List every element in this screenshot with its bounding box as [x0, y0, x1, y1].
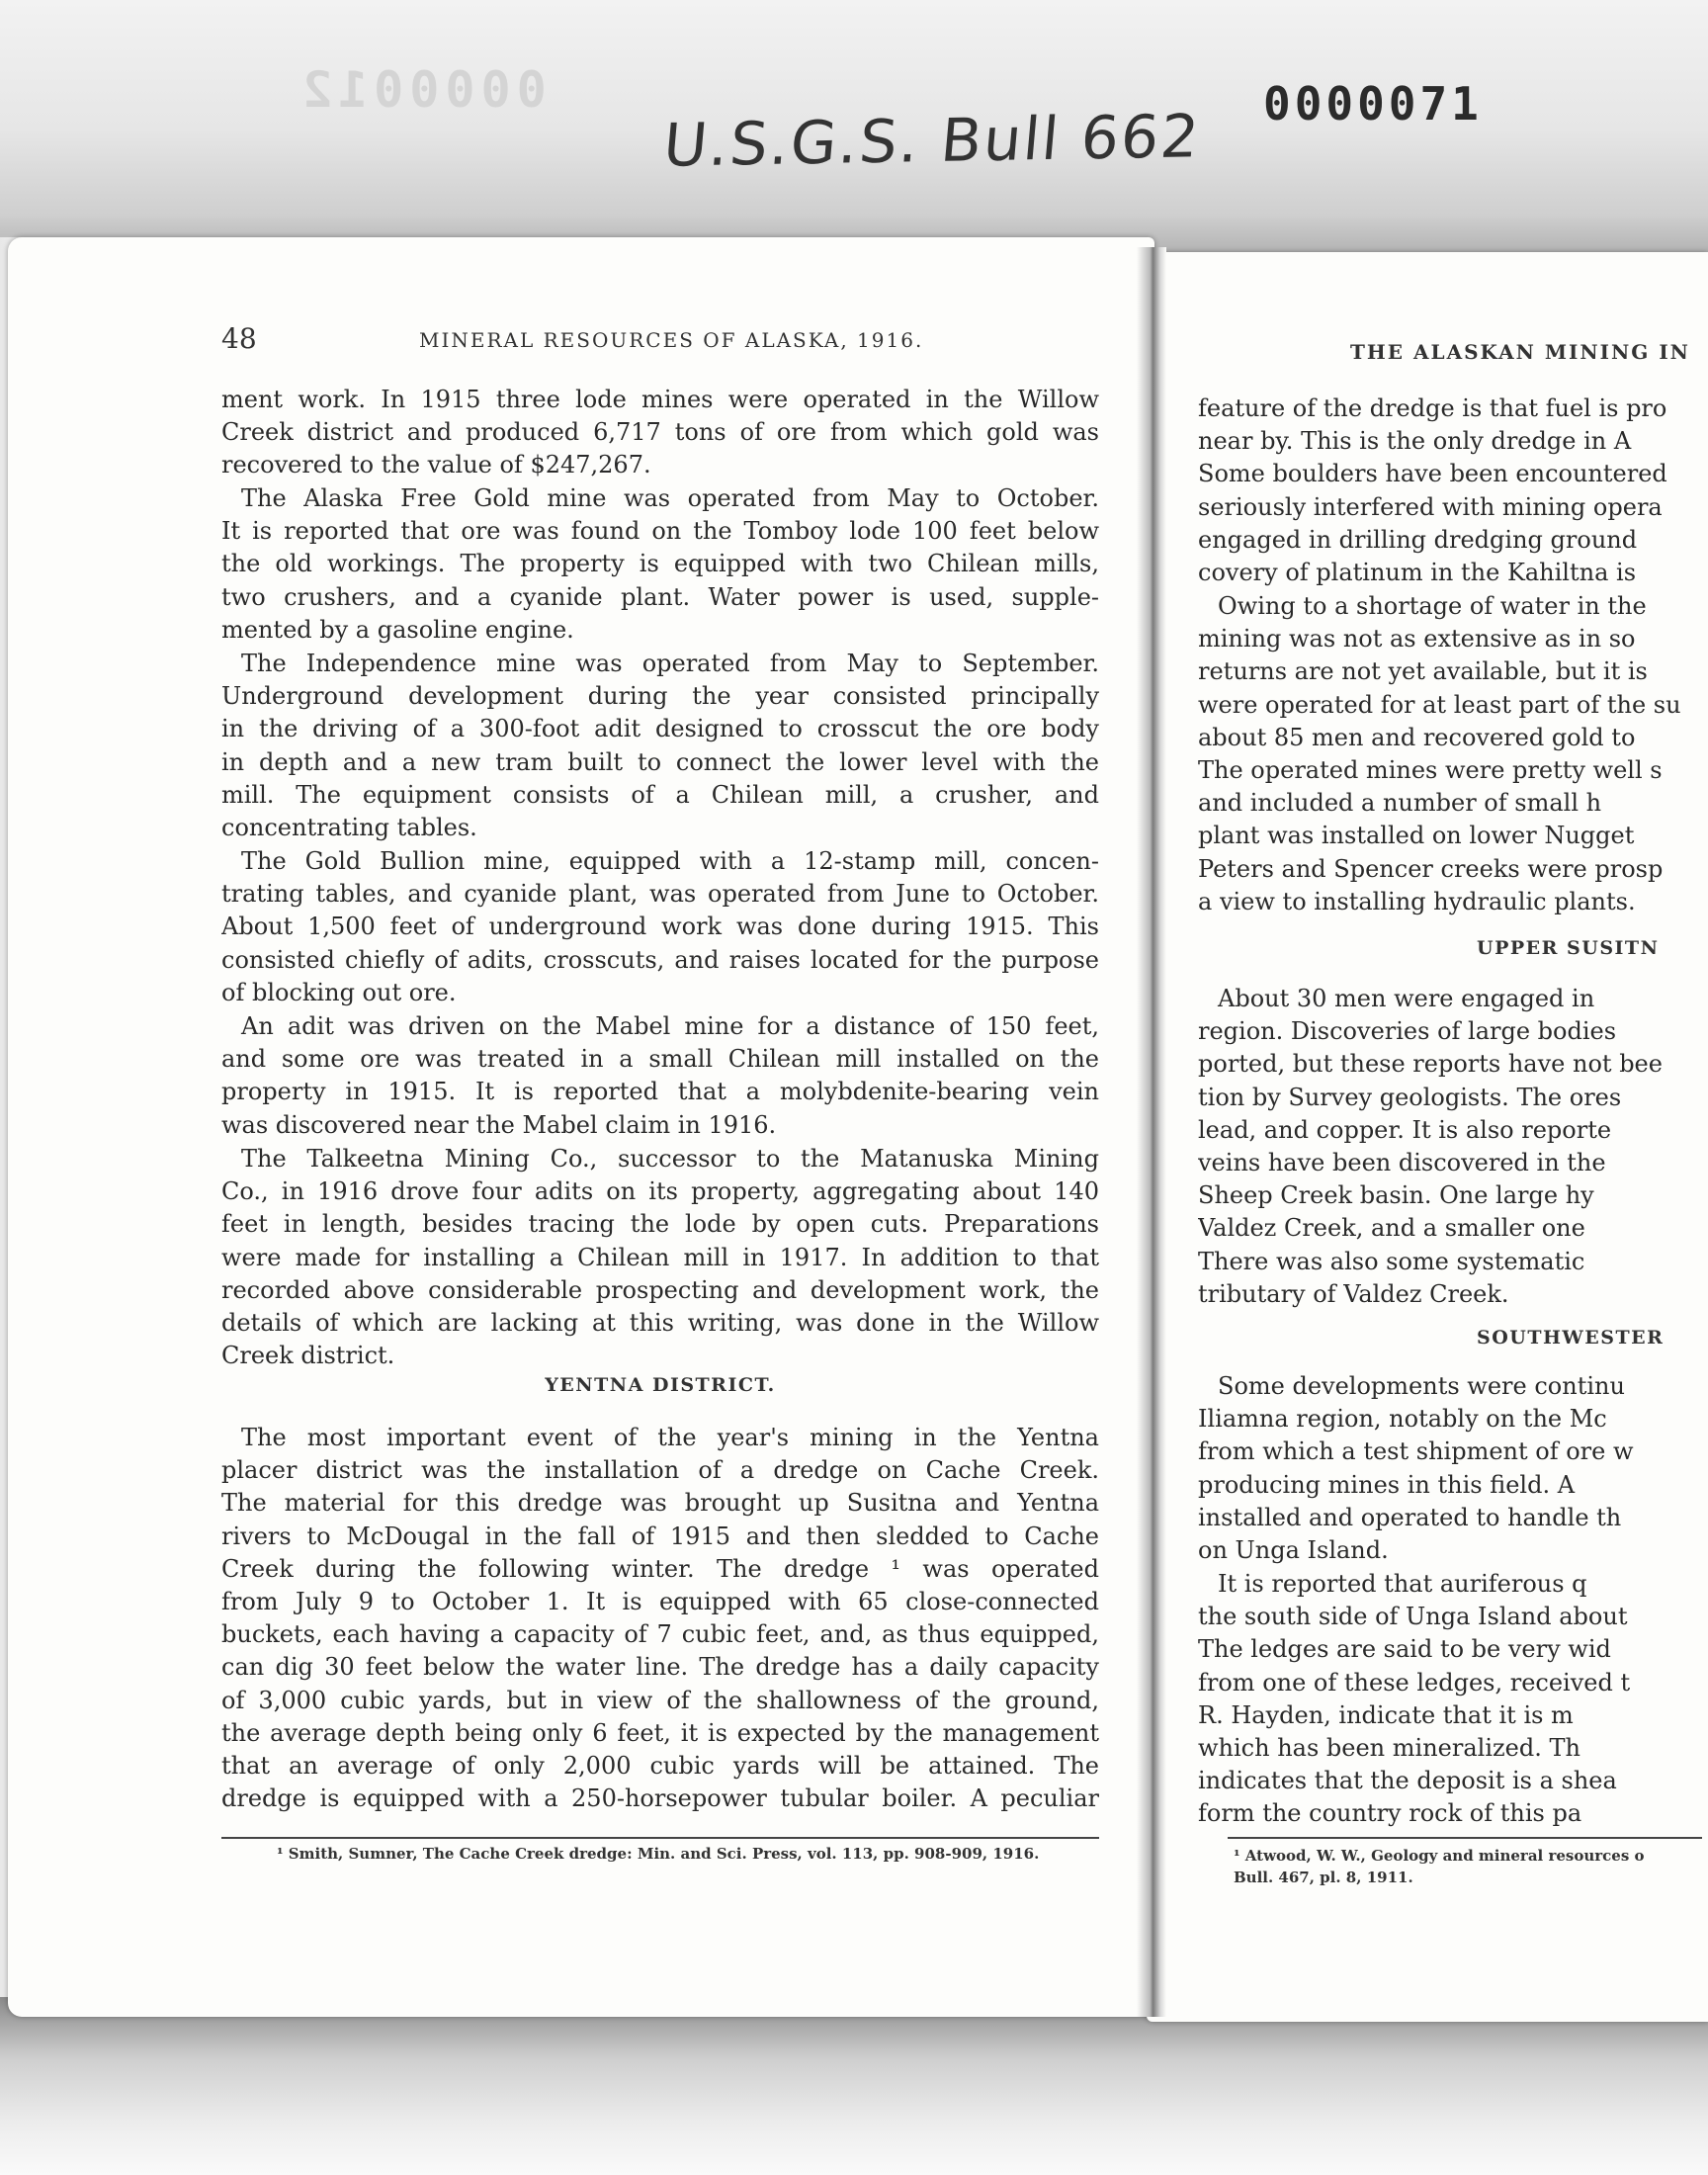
text-line: details of which are lacking at this writing, was done in the Willow: [221, 1309, 1099, 1338]
text-line: plant was installed on lower Nugget: [1198, 822, 1635, 850]
right-para-3: [1198, 983, 1708, 1311]
text-line: Peters and Spencer creeks were prosp: [1198, 854, 1664, 883]
text-line: were operated for at least part of the su: [1198, 690, 1681, 719]
text-line: lead, and copper. It is also reporte: [1198, 1115, 1612, 1144]
text-line: The Alaska Free Gold mine was operated from May to October.: [241, 484, 1099, 512]
text-line: in the driving of a 300-foot adit designed to crosscut the ore body: [221, 715, 1099, 743]
right-para-4: [1198, 1370, 1708, 1567]
text-line: dredge is equipped with a 250-horsepower tubular boiler. A peculiar: [221, 1784, 1099, 1813]
text-line: concentrating tables.: [221, 814, 477, 842]
left-para-5: [221, 1010, 1099, 1142]
text-line: from July 9 to October 1. It is equipped with 65 close-connected: [221, 1588, 1099, 1616]
text-line: Creek during the following winter. The dredge ¹ was operated: [221, 1554, 1099, 1583]
footnote-rule-left: [221, 1837, 1099, 1839]
text-line: Underground development during the year consisted principally: [221, 682, 1099, 711]
text-line: can dig 30 feet below the water line. The dredge has a daily capacity: [221, 1653, 1099, 1682]
left-para-7: [221, 1422, 1099, 1815]
text-line: About 30 men were engaged in: [1218, 985, 1595, 1012]
text-line: about 85 men and recovered gold to: [1198, 723, 1636, 751]
text-line: Some developments were continu: [1218, 1372, 1625, 1400]
text-line: and included a number of small h: [1198, 789, 1602, 818]
text-line: two crushers, and a cyanide plant. Water power is used, supple-: [221, 582, 1099, 611]
text-line: in depth and a new tram built to connect the lower level with the: [221, 747, 1099, 776]
text-line: An adit was driven on the Mabel mine for a distance of 150 feet,: [241, 1012, 1099, 1040]
text-line: from which a test shipment of ore w: [1198, 1437, 1634, 1466]
text-line: were made for installing a Chilean mill in 1917. In addition to that: [221, 1243, 1099, 1271]
text-line: The Independence mine was operated from May to September.: [241, 650, 1099, 677]
section-heading-upper-susitna: UPPER SUSITN: [1477, 937, 1660, 959]
text-line: tributary of Valdez Creek.: [1198, 1279, 1509, 1308]
text-line: the average depth being only 6 feet, it is expected by the management: [221, 1718, 1099, 1747]
text-line: ment work. In 1915 three lode mines were operated in the Willow: [221, 386, 1099, 413]
text-line: Iliamna region, notably on the Mc: [1198, 1405, 1607, 1434]
text-line: The Gold Bullion mine, equipped with a 12-stamp mill, concen-: [241, 847, 1099, 875]
left-para-4: [221, 845, 1099, 1009]
text-line: About 1,500 feet of underground work was done during 1915. This: [221, 913, 1099, 941]
text-line: the south side of Unga Island about: [1198, 1603, 1628, 1631]
text-line: form the country rock of this pa: [1198, 1799, 1582, 1828]
text-line: property in 1915. It is reported that a molybdenite-bearing vein: [221, 1078, 1099, 1106]
text-line: The operated mines were pretty well s: [1198, 756, 1663, 785]
text-line: and some ore was treated in a small Chilean mill installed on the: [221, 1045, 1099, 1074]
text-line: which has been mineralized. Th: [1198, 1734, 1580, 1763]
text-line: buckets, each having a capacity of 7 cubic feet, and, as thus equipped,: [221, 1620, 1099, 1649]
book-gutter: [1137, 247, 1166, 2017]
handwritten-note: U.S.G.S. Bull 662: [660, 102, 1204, 181]
text-line: Creek district.: [221, 1342, 395, 1370]
text-line: Creek district and produced 6,717 tons of ore from which gold was: [221, 418, 1099, 447]
text-line: The Talkeetna Mining Co., successor to the Matanuska Mining: [241, 1145, 1099, 1173]
ghost-stamp-number: 0000012: [297, 61, 547, 119]
text-line: It is reported that ore was found on the Tomboy lode 100 feet below: [221, 517, 1099, 546]
footnote-left: ¹ Smith, Sumner, The Cache Creek dredge: Min. and Sci. Press, vol. 113, pp. 908-909, 1916.: [277, 1845, 1040, 1863]
right-para-5: [1198, 1568, 1708, 1831]
text-line: rivers to McDougal in the fall of 1915 and then sledded to Cache: [221, 1522, 1099, 1550]
text-line: a view to installing hydraulic plants.: [1198, 887, 1636, 915]
text-line: Some boulders have been encountered: [1198, 460, 1667, 488]
text-line: was discovered near the Mabel claim in 1916.: [221, 1110, 777, 1139]
left-para-3: [221, 648, 1099, 844]
text-line: Sheep Creek basin. One large hy: [1198, 1181, 1594, 1210]
text-line: feature of the dredge is that fuel is pro: [1198, 394, 1667, 422]
text-line: ported, but these reports have not bee: [1198, 1050, 1663, 1079]
text-line: The most important event of the year's mining in the Yentna: [241, 1424, 1099, 1451]
text-line: ¹ Atwood, W. W., Geology and mineral resources o: [1234, 1847, 1645, 1865]
text-line: The ledges are said to be very wid: [1198, 1635, 1611, 1664]
section-heading-southwestern: SOUTHWESTER: [1477, 1327, 1665, 1348]
section-heading-yentna: YENTNA DISTRICT.: [545, 1374, 776, 1396]
text-line: the old workings. The property is equipped with two Chilean mills,: [221, 550, 1099, 578]
text-line: Valdez Creek, and a smaller one: [1198, 1214, 1585, 1243]
right-para-2: [1198, 590, 1708, 918]
text-line: from one of these ledges, received t: [1198, 1668, 1631, 1696]
text-line: mented by a gasoline engine.: [221, 615, 574, 644]
running-head-left: MINERAL RESOURCES OF ALASKA, 1916.: [419, 328, 924, 352]
text-line: veins have been discovered in the: [1198, 1149, 1606, 1177]
left-para-2: [221, 482, 1099, 647]
right-para-1: [1198, 392, 1708, 589]
text-line: indicates that the deposit is a shea: [1198, 1767, 1617, 1795]
left-para-6: [221, 1143, 1099, 1372]
text-line: Co., in 1916 drove four adits on its property, aggregating about 140: [221, 1177, 1099, 1206]
text-line: recovered to the value of $247,267.: [221, 451, 651, 479]
text-line: of 3,000 cubic yards, but in view of the shallowness of the ground,: [221, 1686, 1099, 1714]
text-line: near by. This is the only dredge in A: [1198, 427, 1632, 456]
text-line: recorded above considerable prospecting and development work, the: [221, 1275, 1099, 1304]
text-line: region. Discoveries of large bodies: [1198, 1017, 1617, 1046]
text-line: seriously interfered with mining opera: [1198, 492, 1663, 521]
footnote-right: [1234, 1845, 1645, 1888]
text-line: producing mines in this field. A: [1198, 1470, 1576, 1499]
text-line: placer district was the installation of a dredge on Cache Creek.: [221, 1456, 1099, 1485]
text-line: Bull. 467, pl. 8, 1911.: [1234, 1869, 1413, 1886]
text-line: tion by Survey geologists. The ores: [1198, 1083, 1622, 1111]
text-line: installed and operated to handle th: [1198, 1503, 1622, 1531]
running-head-right: THE ALASKAN MINING IN: [1350, 340, 1690, 364]
text-line: returns are not yet available, but it is: [1198, 657, 1648, 686]
text-line: of blocking out ore.: [221, 978, 457, 1006]
text-line: Owing to a shortage of water in the: [1218, 592, 1647, 620]
text-line: covery of platinum in the Kahiltna is: [1198, 559, 1637, 587]
text-line: It is reported that auriferous q: [1218, 1570, 1587, 1598]
text-line: feet in length, besides tracing the lode by open cuts. Preparations: [221, 1210, 1099, 1239]
text-line: mill. The equipment consists of a Chilean mill, a crusher, and: [221, 780, 1099, 809]
text-line: The material for this dredge was brought up Susitna and Yentna: [221, 1489, 1099, 1518]
text-line: on Unga Island.: [1198, 1536, 1389, 1565]
text-line: engaged in drilling dredging ground: [1198, 525, 1638, 554]
text-line: mining was not as extensive as in so: [1198, 625, 1636, 653]
text-line: that an average of only 2,000 cubic yards will be attained. The: [221, 1752, 1099, 1781]
footnote-rule-right: [1228, 1837, 1702, 1839]
scanner-shadow-bottom: [0, 1997, 1708, 2175]
text-line: trating tables, and cyanide plant, was operated from June to October.: [221, 880, 1099, 909]
text-line: consisted chiefly of adits, crosscuts, and raises located for the purpose: [221, 945, 1099, 974]
page-number: 48: [221, 322, 257, 355]
archive-stamp-number: 0000071: [1263, 77, 1483, 130]
text-line: R. Hayden, indicate that it is m: [1198, 1700, 1574, 1729]
left-para-1: [221, 384, 1099, 482]
text-line: There was also some systematic: [1198, 1247, 1585, 1275]
